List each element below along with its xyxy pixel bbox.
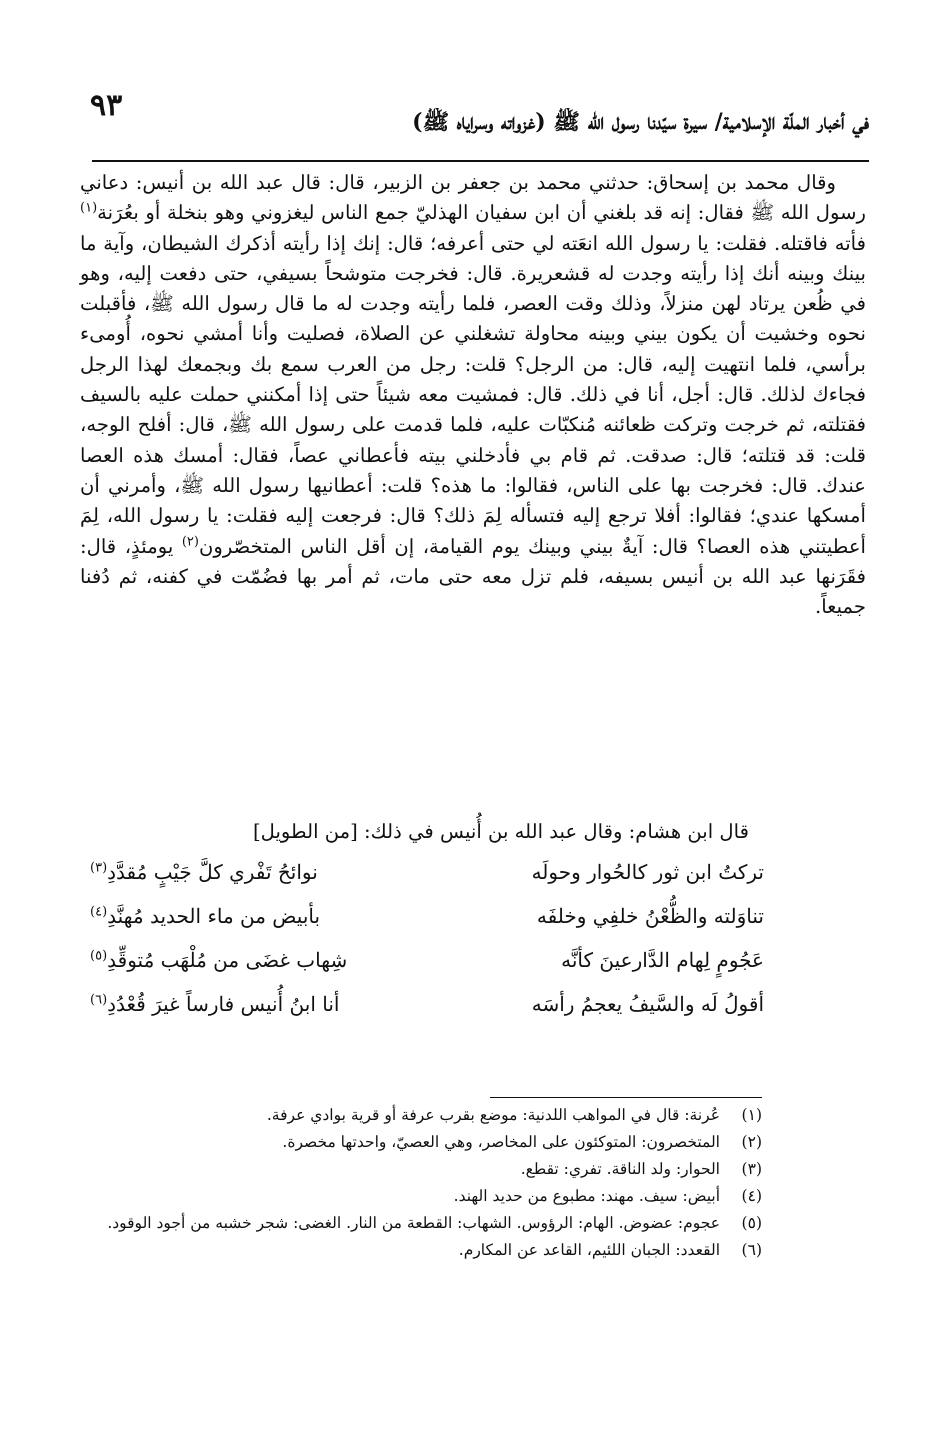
- footnotes: [70, 1102, 762, 1264]
- poem-intro: قال ابن هشام: وقال عبد الله بن أُنيس في ذلك: [من الطويل]: [252, 820, 749, 843]
- footnote-rule: [490, 1097, 762, 1098]
- footnote: [70, 1156, 762, 1183]
- footnote: [70, 1102, 762, 1129]
- verse-text: أنا ابنُ أُنيس فارساً غيرَ قُعْدُدِ: [107, 992, 340, 1016]
- footnote-text: عُرنة: قال في المواهب اللدنية: موضع بقرب عرفة أو قرية بوادي عرفة.: [266, 1106, 720, 1124]
- paragraph-text: فأته فاقتله. فقلت: يا رسول الله انعَته لي حتى أعرفه؛ قال: إنك إذا رأيته أذكرك الشيطان، وآية ما بينك وبينه أنك إذا رأيته وجدت له قشعريرة. قال: فخرجت متوشحاً بسيفي، حتى دفعت إليه، وهو في ظُعن يرتاد لهن منزلاً، وذلك وقت العصر، فلما رأيته وجدت له ما قال رسول الله ﷺ، فأقبلت نحوه وخشيت أن يكون بيني وبينه محاولة تشغلني عن الصلاة، فصليت وأنا أمشي نحوه، أُومىء برأسي، فلما انتهيت إليه، قال: من الرجل؟ قلت: رجل من العرب سمع بك وبجمعك لهذا الرجل فجاءك لذلك. قال: أجل، أنا في ذلك. قال: فمشيت معه شيئاً حتى إذا أمكنني حملت عليه بالسيف فقتلته، ثم خرجت وتركت ظعائنه مُنكبّات عليه، فلما قدمت على رسول الله ﷺ، قال: أفلح الوجه، قلت: قد قتلته؛ قال: صدقت. ثم قام بي فأدخلني بيته فأعطاني عصاً، فقال: أمسك هذه العصا عندك. قال: فخرجت بها على الناس، فقالوا: ما هذه؟ قلت: أعطانيها رسول الله ﷺ، وأمرني أن أمسكها عندي؛ فقالوا: أفلا ترجع إليه فتسأله لِمَ ذلك؟ قال: فرجعت إليه فقلت: يا رسول الله، لِمَ أعطيتني هذه العصا؟ قال: آيةٌ بيني وبينك يوم القيامة، إن أقل الناس المتخصّرون: [80, 231, 866, 558]
- footnote-text: المتخصرون: المتوكئون على المخاصر، وهي العصيّ، واحدتها مخصرة.: [282, 1133, 720, 1151]
- footnote-number: (٣): [741, 1160, 762, 1178]
- verse-text: نوائحُ تَفْري كلَّ جَيْبٍ مُقدَّدِ: [107, 860, 318, 884]
- main-paragraph: [80, 168, 866, 622]
- footnote-ref: (٤): [90, 904, 108, 920]
- footnote-text: الحوار: ولد الناقة. تفري: تقطع.: [520, 1160, 720, 1178]
- footnote-ref: (١): [80, 200, 98, 216]
- footnote-text: القعدد: الجبان اللئيم، القاعد عن المكارم.: [458, 1241, 720, 1259]
- footnote: [70, 1210, 762, 1237]
- footnote-ref: (٢): [181, 534, 199, 550]
- poem: [90, 850, 764, 1026]
- header-rule: [92, 160, 869, 162]
- verse-second-half: [90, 850, 318, 894]
- verse-first-half: تركتُ ابن ثور كالحُوار وحولَه: [531, 860, 764, 884]
- footnote-number: (٥): [741, 1214, 762, 1232]
- poem-verse: [90, 894, 764, 938]
- poem-verse: [90, 982, 764, 1026]
- poem-verse: [90, 938, 764, 982]
- body-text: [80, 168, 866, 622]
- verse-first-half: عَجُومٍ لِهام الدَّارعينَ كأنَّه: [561, 948, 764, 972]
- verse-second-half: [90, 982, 339, 1026]
- footnote-ref: (٦): [90, 992, 108, 1008]
- footnote-number: (٤): [741, 1187, 762, 1205]
- verse-first-half: أقولُ لَه والسَّيفُ يعجمُ رأسَه: [531, 992, 764, 1016]
- footnote-ref: (٥): [90, 948, 108, 964]
- footnote-number: (٢): [741, 1133, 762, 1151]
- page-number: ٩٣: [90, 88, 123, 123]
- footnote: [70, 1183, 762, 1210]
- poem-verse: [90, 850, 764, 894]
- footnote-number: (١): [741, 1106, 762, 1124]
- running-title: في أخبار الملّة الإسلامية/ سيرة سيّدنا رسول الله ﷺ (غزواته وسراياه ﷺ): [412, 109, 869, 135]
- paragraph-text: يومئذٍ، قال: فقَرَنها عبد الله بن أنيس بسيفه، فلم تزل معه حتى مات، ثم أمر بها فضُمّت في كفنه، ثم دُفنا جميعاً.: [80, 534, 866, 619]
- verse-first-half: تناوَلته والظُّعْنُ خلفِي وخلفَه: [536, 904, 764, 928]
- footnote-ref: (٣): [90, 860, 108, 876]
- footnote: [70, 1237, 762, 1264]
- verse-text: شِهاب غضَى من مُلْهَب مُتوقِّدِ: [107, 948, 348, 972]
- footnote: [70, 1129, 762, 1156]
- verse-second-half: [90, 938, 347, 982]
- verse-second-half: [90, 894, 320, 938]
- footnote-text: عجوم: عضوض. الهام: الرؤوس. الشهاب: القطعة من النار. الغضى: شجر خشبه من أجود الوقود.: [107, 1214, 720, 1232]
- footnote-number: (٦): [741, 1241, 762, 1259]
- paragraph-text: وقال محمد بن إسحاق: حدثني محمد بن جعفر بن الزبير، قال: قال عبد الله بن أنيس: دعاني رسول الله ﷺ فقال: إنه قد بلغني أن ابن سفيان الهذليّ جمع الناس ليغزوني وهو بنخلة أو بعُرَنة: [80, 171, 866, 225]
- verse-text: بأبيض من ماء الحديد مُهنَّدِ: [107, 904, 321, 928]
- footnote-text: أبيض: سيف. مهند: مطبوع من حديد الهند.: [453, 1187, 720, 1205]
